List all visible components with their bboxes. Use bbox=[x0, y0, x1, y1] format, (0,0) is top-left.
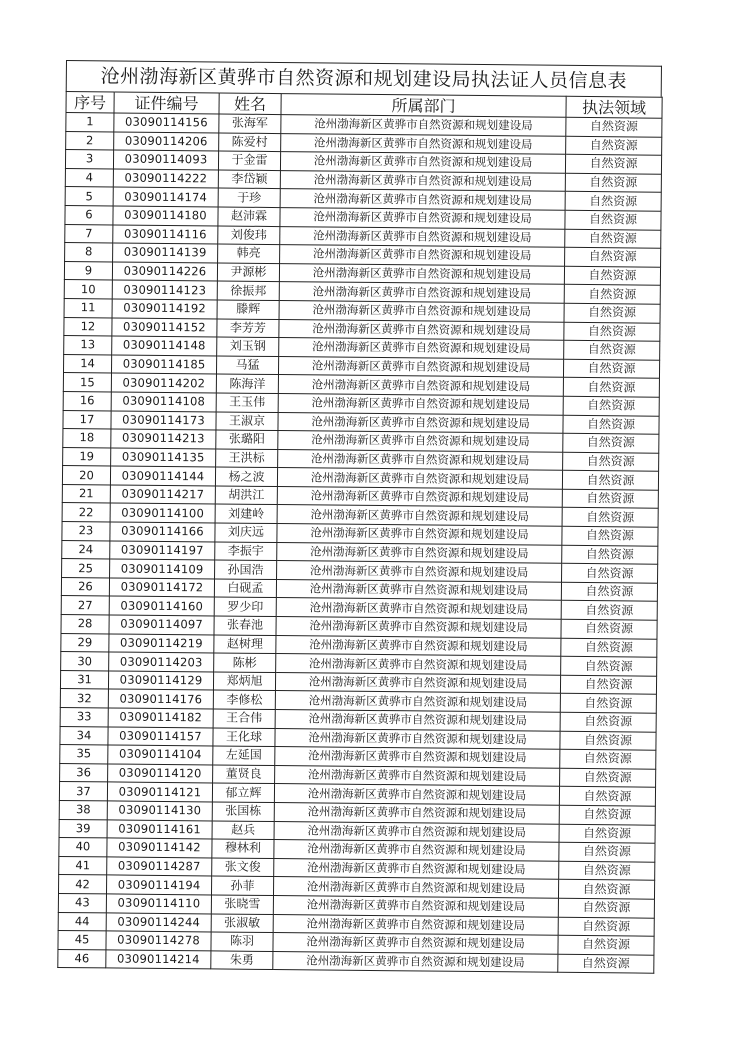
department-cell: 沧州渤海新区黄骅市自然资源和规划建设局 bbox=[275, 691, 560, 712]
department-cell: 沧州渤海新区黄骅市自然资源和规划建设局 bbox=[275, 710, 560, 731]
department-cell: 沧州渤海新区黄骅市自然资源和规划建设局 bbox=[280, 245, 565, 266]
certificate-number-cell: 03090114287 bbox=[107, 857, 212, 877]
person-name-cell: 孙菲 bbox=[211, 876, 273, 895]
serial-number-cell: 45 bbox=[58, 931, 106, 950]
person-name-cell: 董贤良 bbox=[213, 765, 275, 784]
person-name-cell: 李芳芳 bbox=[217, 318, 279, 337]
certificate-number-cell: 03090114203 bbox=[109, 652, 214, 672]
person-name-cell: 郑炳旭 bbox=[213, 672, 275, 691]
enforcement-field-cell: 自然资源 bbox=[563, 452, 659, 472]
certificate-number-cell: 03090114176 bbox=[108, 689, 213, 709]
person-name-cell: 刘建岭 bbox=[215, 504, 277, 523]
enforcement-field-cell: 自然资源 bbox=[563, 433, 659, 453]
person-name-cell: 陈海洋 bbox=[216, 374, 278, 393]
enforcement-field-cell: 自然资源 bbox=[558, 954, 654, 974]
department-cell: 沧州渤海新区黄骅市自然资源和规划建设局 bbox=[278, 375, 563, 396]
person-name-cell: 于珍 bbox=[218, 188, 280, 207]
certificate-number-cell: 03090114152 bbox=[112, 317, 217, 337]
enforcement-field-cell: 自然资源 bbox=[558, 935, 654, 955]
person-name-cell: 朱勇 bbox=[211, 951, 273, 970]
person-name-cell: 张晓雪 bbox=[211, 895, 273, 914]
serial-number-cell: 32 bbox=[60, 689, 108, 708]
department-cell: 沧州渤海新区黄骅市自然资源和规划建设局 bbox=[277, 524, 562, 545]
serial-number-cell: 29 bbox=[61, 633, 109, 652]
serial-number-cell: 16 bbox=[63, 391, 111, 410]
serial-number-cell: 37 bbox=[59, 782, 107, 801]
certificate-number-cell: 03090114278 bbox=[106, 931, 211, 951]
certificate-number-cell: 03090114197 bbox=[110, 541, 215, 561]
certificate-number-cell: 03090114174 bbox=[113, 187, 218, 207]
department-cell: 沧州渤海新区黄骅市自然资源和规划建设局 bbox=[279, 300, 564, 321]
person-name-cell: 李修松 bbox=[213, 690, 275, 709]
person-name-cell: 陈彬 bbox=[214, 653, 276, 672]
serial-number-cell: 25 bbox=[62, 559, 110, 578]
serial-number-cell: 1 bbox=[66, 113, 114, 132]
header-serial-number: 序号 bbox=[66, 92, 114, 113]
enforcement-field-cell: 自然资源 bbox=[563, 396, 659, 416]
serial-number-cell: 3 bbox=[65, 150, 113, 169]
serial-number-cell: 27 bbox=[61, 596, 109, 615]
person-name-cell: 张璐阳 bbox=[216, 430, 278, 449]
department-cell: 沧州渤海新区黄骅市自然资源和规划建设局 bbox=[277, 468, 562, 489]
enforcement-field-cell: 自然资源 bbox=[564, 303, 660, 323]
department-cell: 沧州渤海新区黄骅市自然资源和规划建设局 bbox=[274, 803, 559, 824]
certificate-number-cell: 03090114130 bbox=[107, 801, 212, 821]
enforcement-field-cell: 自然资源 bbox=[561, 656, 657, 676]
certificate-number-cell: 03090114156 bbox=[114, 113, 219, 133]
certificate-number-cell: 03090114219 bbox=[109, 634, 214, 654]
certificate-number-cell: 03090114194 bbox=[106, 875, 211, 895]
person-name-cell: 王合伟 bbox=[213, 709, 275, 728]
certificate-number-cell: 03090114148 bbox=[112, 336, 217, 356]
person-name-cell: 张春池 bbox=[214, 616, 276, 635]
person-name-cell: 王洪标 bbox=[216, 449, 278, 468]
person-name-cell: 徐振邦 bbox=[217, 281, 279, 300]
serial-number-cell: 17 bbox=[63, 410, 111, 429]
header-department: 所属部门 bbox=[281, 94, 566, 118]
person-name-cell: 刘玉钢 bbox=[217, 337, 279, 356]
department-cell: 沧州渤海新区黄骅市自然资源和规划建设局 bbox=[274, 784, 559, 805]
serial-number-cell: 6 bbox=[65, 205, 113, 224]
enforcement-field-cell: 自然资源 bbox=[565, 229, 661, 249]
enforcement-field-cell: 自然资源 bbox=[559, 842, 655, 862]
certificate-number-cell: 03090114100 bbox=[110, 503, 215, 523]
department-cell: 沧州渤海新区黄骅市自然资源和规划建设局 bbox=[273, 877, 558, 898]
enforcement-field-cell: 自然资源 bbox=[559, 824, 655, 844]
enforcement-field-cell: 自然资源 bbox=[563, 415, 659, 435]
serial-number-cell: 22 bbox=[62, 503, 110, 522]
person-name-cell: 陈羽 bbox=[211, 932, 273, 951]
department-cell: 沧州渤海新区黄骅市自然资源和规划建设局 bbox=[278, 412, 563, 433]
certificate-number-cell: 03090114109 bbox=[110, 559, 215, 579]
certificate-number-cell: 03090114110 bbox=[106, 894, 211, 914]
serial-number-cell: 24 bbox=[62, 540, 110, 559]
department-cell: 沧州渤海新区黄骅市自然资源和规划建设局 bbox=[274, 858, 559, 879]
department-cell: 沧州渤海新区黄骅市自然资源和规划建设局 bbox=[274, 840, 559, 861]
department-cell: 沧州渤海新区黄骅市自然资源和规划建设局 bbox=[281, 133, 566, 154]
department-cell: 沧州渤海新区黄骅市自然资源和规划建设局 bbox=[280, 226, 565, 247]
header-name: 姓名 bbox=[219, 93, 281, 115]
enforcement-field-cell: 自然资源 bbox=[562, 471, 658, 491]
enforcement-field-cell: 自然资源 bbox=[560, 712, 656, 732]
enforcement-field-cell: 自然资源 bbox=[561, 582, 657, 602]
person-name-cell: 张国栋 bbox=[212, 802, 274, 821]
info-table-sheet bbox=[57, 60, 662, 974]
person-name-cell: 于金雷 bbox=[218, 151, 280, 170]
person-name-cell: 张淑敏 bbox=[211, 913, 273, 932]
enforcement-field-cell: 自然资源 bbox=[564, 285, 660, 305]
person-name-cell: 穆林利 bbox=[212, 839, 274, 858]
enforcement-field-cell: 自然资源 bbox=[558, 917, 654, 937]
certificate-number-cell: 03090114104 bbox=[108, 745, 213, 765]
person-name-cell: 陈爱村 bbox=[219, 133, 281, 152]
table-body bbox=[58, 113, 662, 974]
certificate-number-cell: 03090114180 bbox=[113, 206, 218, 226]
certificate-number-cell: 03090114097 bbox=[109, 615, 214, 635]
serial-number-cell: 11 bbox=[64, 298, 112, 317]
department-cell: 沧州渤海新区黄骅市自然资源和规划建设局 bbox=[276, 579, 561, 600]
person-name-cell: 刘庆远 bbox=[215, 523, 277, 542]
person-name-cell: 韩亮 bbox=[218, 244, 280, 263]
enforcement-field-cell: 自然资源 bbox=[560, 768, 656, 788]
enforcement-field-cell: 自然资源 bbox=[560, 749, 656, 769]
person-name-cell: 赵树理 bbox=[214, 635, 276, 654]
enforcement-field-cell: 自然资源 bbox=[563, 378, 659, 398]
person-name-cell: 赵兵 bbox=[212, 821, 274, 840]
enforcement-field-cell: 自然资源 bbox=[564, 266, 660, 286]
enforcement-field-cell: 自然资源 bbox=[559, 861, 655, 881]
serial-number-cell: 28 bbox=[61, 615, 109, 634]
department-cell: 沧州渤海新区黄骅市自然资源和规划建设局 bbox=[278, 431, 563, 452]
serial-number-cell: 31 bbox=[60, 670, 108, 689]
serial-number-cell: 43 bbox=[58, 893, 106, 912]
enforcement-field-cell: 自然资源 bbox=[565, 210, 661, 230]
person-name-cell: 马猛 bbox=[216, 356, 278, 375]
certificate-number-cell: 03090114157 bbox=[108, 727, 213, 747]
certificate-number-cell: 03090114129 bbox=[108, 671, 213, 691]
enforcement-field-cell: 自然资源 bbox=[564, 340, 660, 360]
enforcement-field-cell: 自然资源 bbox=[565, 192, 661, 212]
department-cell: 沧州渤海新区黄骅市自然资源和规划建设局 bbox=[273, 951, 558, 972]
enforcement-field-cell: 自然资源 bbox=[558, 880, 654, 900]
serial-number-cell: 14 bbox=[63, 354, 111, 373]
certificate-number-cell: 03090114244 bbox=[106, 912, 211, 932]
certificate-number-cell: 03090114166 bbox=[110, 522, 215, 542]
department-cell: 沧州渤海新区黄骅市自然资源和规划建设局 bbox=[279, 263, 564, 284]
serial-number-cell: 39 bbox=[59, 819, 107, 838]
serial-number-cell: 21 bbox=[62, 484, 110, 503]
certificate-number-cell: 03090114182 bbox=[108, 708, 213, 728]
department-cell: 沧州渤海新区黄骅市自然资源和规划建设局 bbox=[278, 356, 563, 377]
enforcement-field-cell: 自然资源 bbox=[565, 247, 661, 267]
person-name-cell: 白砚孟 bbox=[214, 579, 276, 598]
certificate-number-cell: 03090114222 bbox=[113, 169, 218, 189]
certificate-number-cell: 03090114135 bbox=[111, 448, 216, 468]
person-name-cell: 刘俊玮 bbox=[218, 226, 280, 245]
enforcement-field-cell: 自然资源 bbox=[560, 675, 656, 695]
certificate-number-cell: 03090114160 bbox=[109, 596, 214, 616]
serial-number-cell: 44 bbox=[58, 912, 106, 931]
department-cell: 沧州渤海新区黄骅市自然资源和规划建设局 bbox=[279, 338, 564, 359]
serial-number-cell: 13 bbox=[64, 336, 112, 355]
certificate-number-cell: 03090114161 bbox=[107, 819, 212, 839]
department-cell: 沧州渤海新区黄骅市自然资源和规划建设局 bbox=[275, 765, 560, 786]
serial-number-cell: 26 bbox=[61, 577, 109, 596]
enforcement-field-cell: 自然资源 bbox=[566, 117, 662, 137]
department-cell: 沧州渤海新区黄骅市自然资源和规划建设局 bbox=[280, 189, 565, 210]
person-name-cell: 滕辉 bbox=[217, 300, 279, 319]
person-name-cell: 李岱颖 bbox=[218, 170, 280, 189]
certificate-number-cell: 03090114142 bbox=[107, 838, 212, 858]
table-title: 沧州渤海新区黄骅市自然资源和规划建设局执法证人员信息表 bbox=[66, 60, 662, 97]
department-cell: 沧州渤海新区黄骅市自然资源和规划建设局 bbox=[275, 728, 560, 749]
serial-number-cell: 7 bbox=[65, 224, 113, 243]
certificate-number-cell: 03090114144 bbox=[110, 466, 215, 486]
serial-number-cell: 38 bbox=[59, 800, 107, 819]
serial-number-cell: 41 bbox=[59, 856, 107, 875]
certificate-number-cell: 03090114123 bbox=[112, 280, 217, 300]
enforcement-field-cell: 自然资源 bbox=[562, 508, 658, 528]
person-name-cell: 罗少印 bbox=[214, 597, 276, 616]
department-cell: 沧州渤海新区黄骅市自然资源和规划建设局 bbox=[279, 319, 564, 340]
department-cell: 沧州渤海新区黄骅市自然资源和规划建设局 bbox=[277, 486, 562, 507]
serial-number-cell: 12 bbox=[64, 317, 112, 336]
department-cell: 沧州渤海新区黄骅市自然资源和规划建设局 bbox=[277, 542, 562, 563]
department-cell: 沧州渤海新区黄骅市自然资源和规划建设局 bbox=[275, 747, 560, 768]
enforcement-field-cell: 自然资源 bbox=[565, 154, 661, 174]
serial-number-cell: 10 bbox=[64, 280, 112, 299]
serial-number-cell: 40 bbox=[59, 838, 107, 857]
serial-number-cell: 42 bbox=[58, 875, 106, 894]
person-name-cell: 张海军 bbox=[219, 114, 281, 133]
department-cell: 沧州渤海新区黄骅市自然资源和规划建设局 bbox=[276, 617, 561, 638]
personnel-table bbox=[57, 91, 662, 974]
enforcement-field-cell: 自然资源 bbox=[560, 731, 656, 751]
enforcement-field-cell: 自然资源 bbox=[559, 787, 655, 807]
department-cell: 沧州渤海新区黄骅市自然资源和规划建设局 bbox=[275, 672, 560, 693]
person-name-cell: 李振宇 bbox=[215, 542, 277, 561]
serial-number-cell: 4 bbox=[65, 168, 113, 187]
department-cell: 沧州渤海新区黄骅市自然资源和规划建设局 bbox=[273, 914, 558, 935]
person-name-cell: 王玉伟 bbox=[216, 393, 278, 412]
certificate-number-cell: 03090114116 bbox=[113, 225, 218, 245]
certificate-number-cell: 03090114172 bbox=[109, 578, 214, 598]
serial-number-cell: 9 bbox=[64, 261, 112, 280]
certificate-number-cell: 03090114139 bbox=[113, 243, 218, 263]
certificate-number-cell: 03090114173 bbox=[111, 410, 216, 430]
enforcement-field-cell: 自然资源 bbox=[558, 898, 654, 918]
department-cell: 沧州渤海新区黄骅市自然资源和规划建设局 bbox=[281, 115, 566, 136]
enforcement-field-cell: 自然资源 bbox=[562, 526, 658, 546]
serial-number-cell: 15 bbox=[63, 373, 111, 392]
serial-number-cell: 8 bbox=[65, 243, 113, 262]
certificate-number-cell: 03090114121 bbox=[107, 782, 212, 802]
enforcement-field-cell: 自然资源 bbox=[561, 601, 657, 621]
enforcement-field-cell: 自然资源 bbox=[562, 489, 658, 509]
serial-number-cell: 23 bbox=[62, 522, 110, 541]
person-name-cell: 赵沛霖 bbox=[218, 207, 280, 226]
department-cell: 沧州渤海新区黄骅市自然资源和规划建设局 bbox=[277, 561, 562, 582]
certificate-number-cell: 03090114192 bbox=[112, 299, 217, 319]
certificate-number-cell: 03090114214 bbox=[106, 950, 211, 970]
person-name-cell: 郁立辉 bbox=[212, 783, 274, 802]
header-certificate-number: 证件编号 bbox=[114, 92, 219, 114]
person-name-cell: 杨之波 bbox=[215, 467, 277, 486]
department-cell: 沧州渤海新区黄骅市自然资源和规划建设局 bbox=[276, 635, 561, 656]
enforcement-field-cell: 自然资源 bbox=[561, 638, 657, 658]
certificate-number-cell: 03090114226 bbox=[112, 262, 217, 282]
serial-number-cell: 19 bbox=[63, 447, 111, 466]
serial-number-cell: 35 bbox=[60, 745, 108, 764]
certificate-number-cell: 03090114108 bbox=[111, 392, 216, 412]
person-name-cell: 左延国 bbox=[213, 746, 275, 765]
serial-number-cell: 36 bbox=[60, 763, 108, 782]
department-cell: 沧州渤海新区黄骅市自然资源和规划建设局 bbox=[280, 208, 565, 229]
department-cell: 沧州渤海新区黄骅市自然资源和规划建设局 bbox=[278, 393, 563, 414]
enforcement-field-cell: 自然资源 bbox=[562, 564, 658, 584]
department-cell: 沧州渤海新区黄骅市自然资源和规划建设局 bbox=[278, 449, 563, 470]
department-cell: 沧州渤海新区黄骅市自然资源和规划建设局 bbox=[274, 821, 559, 842]
certificate-number-cell: 03090114202 bbox=[111, 373, 216, 393]
serial-number-cell: 33 bbox=[60, 707, 108, 726]
serial-number-cell: 46 bbox=[58, 949, 106, 968]
person-name-cell: 王淑京 bbox=[216, 411, 278, 430]
department-cell: 沧州渤海新区黄骅市自然资源和规划建设局 bbox=[277, 505, 562, 526]
department-cell: 沧州渤海新区黄骅市自然资源和规划建设局 bbox=[273, 895, 558, 916]
serial-number-cell: 18 bbox=[63, 429, 111, 448]
serial-number-cell: 5 bbox=[65, 187, 113, 206]
enforcement-field-cell: 自然资源 bbox=[563, 359, 659, 379]
department-cell: 沧州渤海新区黄骅市自然资源和规划建设局 bbox=[279, 282, 564, 303]
serial-number-cell: 2 bbox=[66, 131, 114, 150]
header-enforcement-field: 执法领域 bbox=[566, 96, 662, 118]
certificate-number-cell: 03090114185 bbox=[111, 355, 216, 375]
enforcement-field-cell: 自然资源 bbox=[562, 545, 658, 565]
enforcement-field-cell: 自然资源 bbox=[564, 322, 660, 342]
person-name-cell: 孙国浩 bbox=[215, 560, 277, 579]
certificate-number-cell: 03090114213 bbox=[111, 429, 216, 449]
department-cell: 沧州渤海新区黄骅市自然资源和规划建设局 bbox=[273, 933, 558, 954]
certificate-number-cell: 03090114206 bbox=[114, 132, 219, 152]
department-cell: 沧州渤海新区黄骅市自然资源和规划建设局 bbox=[276, 654, 561, 675]
serial-number-cell: 30 bbox=[61, 652, 109, 671]
certificate-number-cell: 03090114217 bbox=[110, 485, 215, 505]
serial-number-cell: 20 bbox=[62, 466, 110, 485]
person-name-cell: 王化球 bbox=[213, 728, 275, 747]
certificate-number-cell: 03090114093 bbox=[113, 150, 218, 170]
department-cell: 沧州渤海新区黄骅市自然资源和规划建设局 bbox=[280, 170, 565, 191]
certificate-number-cell: 03090114120 bbox=[108, 764, 213, 784]
person-name-cell: 张文俊 bbox=[212, 858, 274, 877]
enforcement-field-cell: 自然资源 bbox=[566, 136, 662, 156]
enforcement-field-cell: 自然资源 bbox=[561, 619, 657, 639]
person-name-cell: 胡洪江 bbox=[215, 486, 277, 505]
serial-number-cell: 34 bbox=[60, 726, 108, 745]
enforcement-field-cell: 自然资源 bbox=[565, 173, 661, 193]
enforcement-field-cell: 自然资源 bbox=[559, 805, 655, 825]
enforcement-field-cell: 自然资源 bbox=[560, 694, 656, 714]
department-cell: 沧州渤海新区黄骅市自然资源和规划建设局 bbox=[280, 152, 565, 173]
department-cell: 沧州渤海新区黄骅市自然资源和规划建设局 bbox=[276, 598, 561, 619]
person-name-cell: 尹源彬 bbox=[217, 263, 279, 282]
